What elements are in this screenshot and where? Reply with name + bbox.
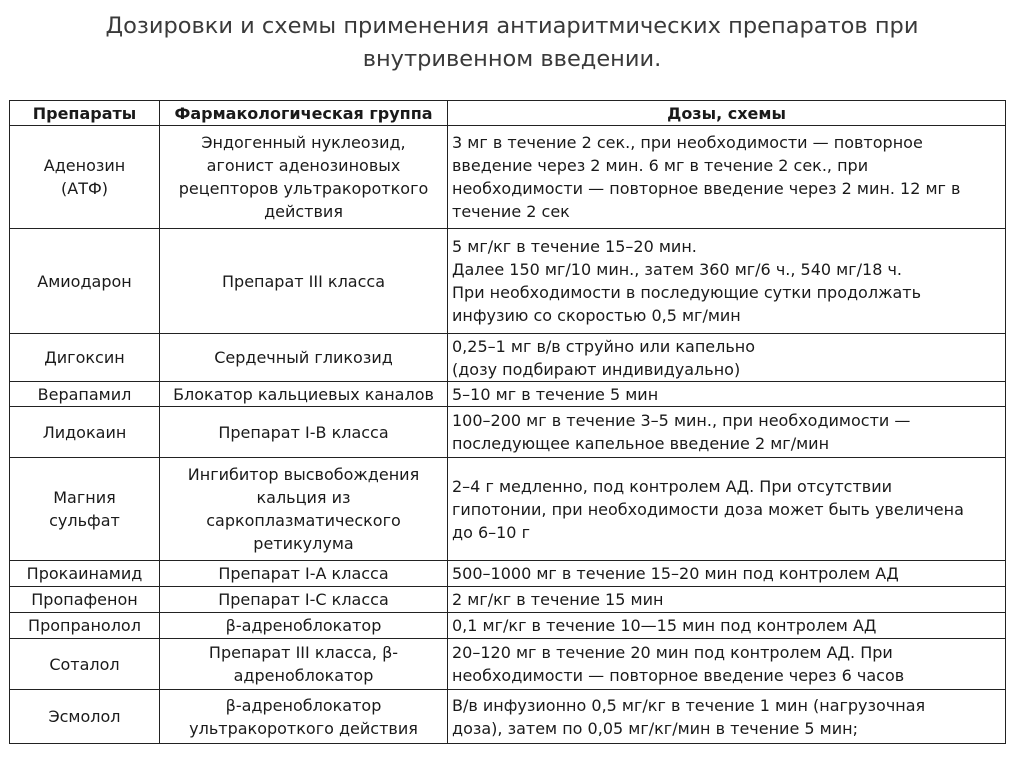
table-row (10, 407, 1006, 458)
drug-name: Прокаинамид (26, 564, 143, 583)
group-text: Препарат I-В класса (218, 422, 389, 442)
group-text: Препарат III класса (222, 271, 385, 291)
group-cell (160, 126, 448, 229)
table-row (10, 613, 1006, 639)
group-cell (160, 690, 448, 744)
drug-cell (10, 126, 160, 229)
drug-name: Пропранолол (28, 616, 141, 635)
dose-text: 3 мг в течение 2 сек., при необходимости — повторное введение через 2 мин. 6 мг в течение 2 сек., при необходимости — повторное введение через 2 мин. 12 мг в течение 2 сек (452, 133, 961, 221)
dose-text: 5–10 мг в течение 5 мин (452, 384, 659, 404)
dose-cell (448, 229, 1006, 334)
dose-cell (448, 690, 1006, 744)
title-line-1: Дозировки и схемы применения антиаритмических препаратов при (105, 13, 919, 39)
drug-name: Амиодарон (37, 271, 132, 291)
table-row (10, 382, 1006, 407)
drug-cell (10, 561, 160, 587)
drug-cell (10, 334, 160, 382)
dose-cell (448, 334, 1006, 382)
group-text: Ингибитор высвобождения кальция из саркоплазматического ретикулума (187, 465, 420, 553)
drug-cell (10, 382, 160, 407)
dose-text: 0,25–1 мг в/в струйно или капельно (дозу подбирают индивидуально) (452, 336, 756, 379)
drug-name: Верапамил (37, 384, 132, 404)
group-cell (160, 639, 448, 690)
drug-name: Соталол (49, 654, 120, 674)
title-line-2: внутривенном введении. (362, 46, 662, 72)
group-cell (160, 334, 448, 382)
drug-cell (10, 639, 160, 690)
drug-cell (10, 613, 160, 639)
group-text: β-адреноблокатор ультракороткого действия (189, 695, 418, 738)
drug-cell (10, 690, 160, 744)
group-cell (160, 587, 448, 613)
dose-cell (448, 561, 1006, 587)
dose-cell (448, 587, 1006, 613)
dose-cell (448, 613, 1006, 639)
drug-name: Лидокаин (42, 422, 127, 442)
group-cell (160, 382, 448, 407)
table-row (10, 458, 1006, 561)
drug-name: Пропафенон (31, 590, 138, 609)
group-text: Препарат I-А класса (218, 564, 389, 583)
group-cell (160, 613, 448, 639)
table-row (10, 587, 1006, 613)
dose-text: 2–4 г медленно, под контролем АД. При отсутствии гипотонии, при необходимости доза может быть увеличена до 6–10 г (452, 476, 964, 542)
drug-name: Магния сульфат (49, 488, 120, 530)
slide-title (0, 10, 1024, 76)
table-row (10, 334, 1006, 382)
group-text: Блокатор кальциевых каналов (173, 384, 434, 404)
dose-text: 2 мг/кг в течение 15 мин (452, 590, 664, 609)
header-pharmacological-group: Фармакологическая группа (160, 101, 448, 126)
group-text: β-адреноблокатор (225, 616, 382, 635)
drug-name: Эсмолол (48, 707, 121, 726)
group-text: Препарат I-С класса (218, 590, 389, 609)
group-cell (160, 407, 448, 458)
dose-text: 5 мг/кг в течение 15–20 мин. Далее 150 мг/10 мин., затем 360 мг/6 ч., 540 мг/18 ч. При необходимости в последующие сутки продолжать инфузию со скоростью 0,5 мг/мин (452, 237, 922, 325)
dose-text: 500–1000 мг в течение 15–20 мин под контролем АД (452, 564, 899, 583)
drug-cell (10, 229, 160, 334)
table-row (10, 639, 1006, 690)
drug-cell (10, 587, 160, 613)
group-cell (160, 458, 448, 561)
header-doses-schemes: Дозы, схемы (448, 101, 1006, 126)
table-row (10, 561, 1006, 587)
header-row (10, 101, 1006, 126)
header-drugs: Препараты (10, 101, 160, 126)
drug-cell (10, 458, 160, 561)
table-row (10, 229, 1006, 334)
dose-text: 100–200 мг в течение 3–5 мин., при необходимости — последующее капельное введение 2 мг/мин (452, 411, 911, 453)
dose-cell (448, 382, 1006, 407)
dose-text: В/в инфузионно 0,5 мг/кг в течение 1 мин (нагрузочная доза), затем по 0,05 мг/кг/мин в течение 5 мин; (452, 695, 926, 738)
group-text: Сердечный гликозид (214, 348, 393, 367)
dose-cell (448, 126, 1006, 229)
drug-name: Аденозин (АТФ) (43, 156, 126, 198)
table-row (10, 690, 1006, 744)
dose-text: 0,1 мг/кг в течение 10—15 мин под контролем АД (452, 616, 877, 635)
dose-cell (448, 639, 1006, 690)
dose-cell (448, 407, 1006, 458)
group-text: Эндогенный нуклеозид, агонист аденозиновых рецепторов ультракороткого действия (178, 133, 429, 221)
drug-cell (10, 407, 160, 458)
group-text: Препарат III класса, β- адреноблокатор (208, 643, 399, 685)
group-cell (160, 561, 448, 587)
dosage-table (9, 100, 1006, 744)
dose-text: 20–120 мг в течение 20 мин под контролем АД. При необходимости — повторное введение через 6 часов (452, 643, 905, 685)
table-row (10, 126, 1006, 229)
drug-name: Дигоксин (44, 348, 125, 367)
dose-cell (448, 458, 1006, 561)
group-cell (160, 229, 448, 334)
